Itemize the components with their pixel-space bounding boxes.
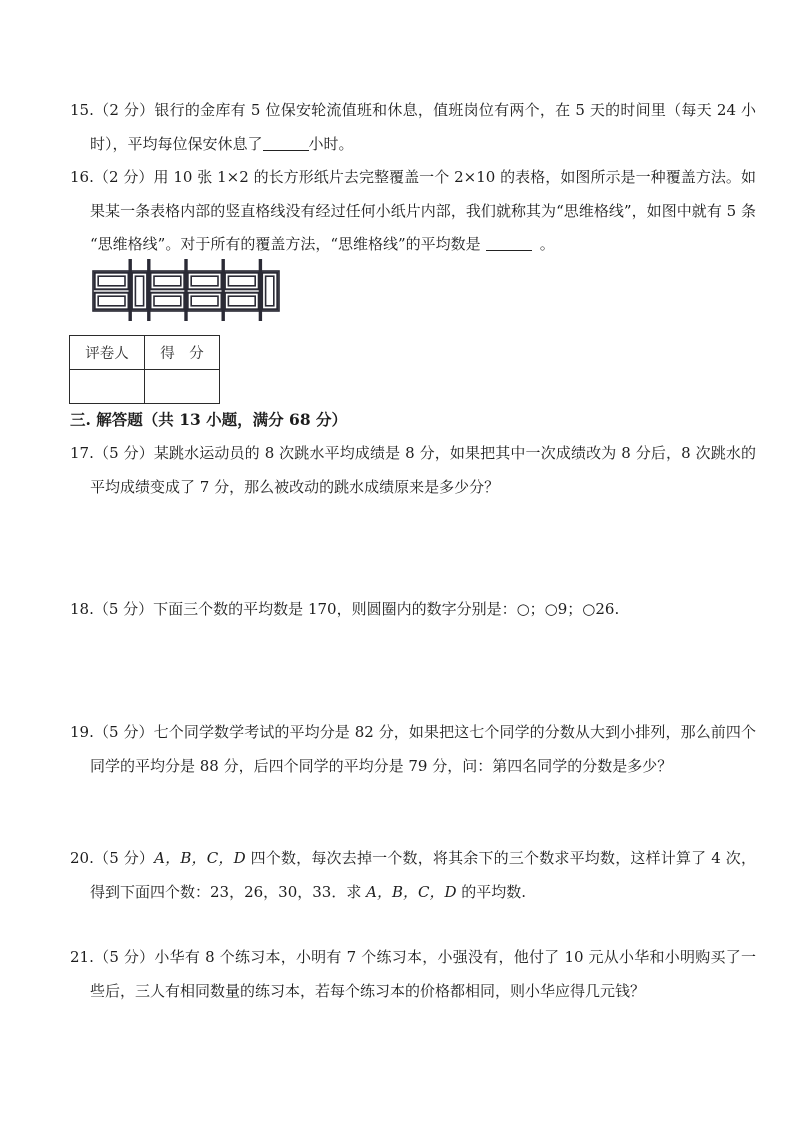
question-16-text-after: 。 bbox=[539, 235, 555, 253]
question-16-text: 用 10 张 1×2 的长方形纸片去完整覆盖一个 2×10 的表格，如图所示是一种覆盖方法。如果某一条表格内部的竖直格线没有经过任何小纸片内部，我们就称其为“思维格线”，如图中就有 5 条“思维格线”。对于所有的覆盖方法，“思维格线”的平均数是 bbox=[90, 168, 756, 253]
question-20-label: 20.（5 分） bbox=[70, 849, 155, 867]
question-15 bbox=[70, 94, 756, 161]
question-21-label: 21.（5 分） bbox=[70, 948, 155, 966]
question-16 bbox=[70, 161, 756, 262]
section-header: 三. 解答题（共 13 小题，满分 68 分） bbox=[70, 410, 348, 429]
question-17-text: 某跳水运动员的 8 次跳水平均成绩是 8 分，如果把其中一次成绩改为 8 分后，8 次跳水的平均成绩变成了 7 分，那么被改动的跳水成绩原来是多少分？ bbox=[90, 444, 756, 496]
question-21 bbox=[70, 941, 756, 1008]
question-17 bbox=[70, 437, 756, 504]
question-19-text: 七个同学数学考试的平均分是 82 分，如果把这七个同学的分数从大到小排列，那么前四个同学的平均分是 88 分，后四个同学的平均分是 79 分，问：第四名同学的分数是多少？ bbox=[90, 723, 756, 775]
question-20-variables-2: A，B，C，D bbox=[366, 882, 457, 901]
grader-cell-reviewer: 评卷人 bbox=[70, 336, 145, 370]
question-15-answer-blank bbox=[263, 138, 309, 151]
grader-table bbox=[69, 335, 220, 404]
question-16-label: 16.（2 分） bbox=[70, 168, 154, 186]
question-15-label: 15.（2 分） bbox=[70, 101, 155, 119]
grader-cell-score-value bbox=[145, 370, 220, 404]
domino-figure bbox=[86, 255, 288, 325]
grader-cell-reviewer-value bbox=[70, 370, 145, 404]
question-20-text-2: 的平均数. bbox=[456, 882, 527, 901]
question-19-label: 19.（5 分） bbox=[70, 723, 154, 741]
question-18-text: 下面三个数的平均数是 170，则圆圈内的数字分别是：○；○9；○26. bbox=[153, 600, 620, 618]
question-21-text: 小华有 8 个练习本，小明有 7 个练习本，小强没有，他付了 10 元从小华和小明购买了一些后，三人有相同数量的练习本，若每个练习本的价格都相同，则小华应得几元钱？ bbox=[90, 948, 756, 1000]
question-15-text-after: 小时。 bbox=[308, 134, 354, 153]
question-16-answer-blank bbox=[486, 238, 532, 251]
question-18-label: 18.（5 分） bbox=[70, 600, 154, 618]
question-18 bbox=[70, 593, 756, 627]
grader-table-value-row bbox=[70, 370, 220, 404]
question-17-label: 17.（5 分） bbox=[70, 444, 154, 462]
question-20 bbox=[70, 842, 756, 909]
question-15-text: 银行的金库有 5 位保安轮流值班和休息，值班岗位有两个，在 5 天的时间里（每天 24 小时），平均每位保安休息了 bbox=[90, 101, 756, 153]
question-19 bbox=[70, 716, 756, 783]
grader-cell-score: 得 分 bbox=[145, 336, 220, 370]
question-20-variables-1: A，B，C，D bbox=[154, 849, 246, 867]
question-20-text-1: 四个数，每次去掉一个数，将其余下的三个数求平均数，这样计算了 4 次，得到下面四个数：23，26，30，33．求 bbox=[90, 849, 756, 901]
grader-table-header-row bbox=[70, 336, 220, 370]
